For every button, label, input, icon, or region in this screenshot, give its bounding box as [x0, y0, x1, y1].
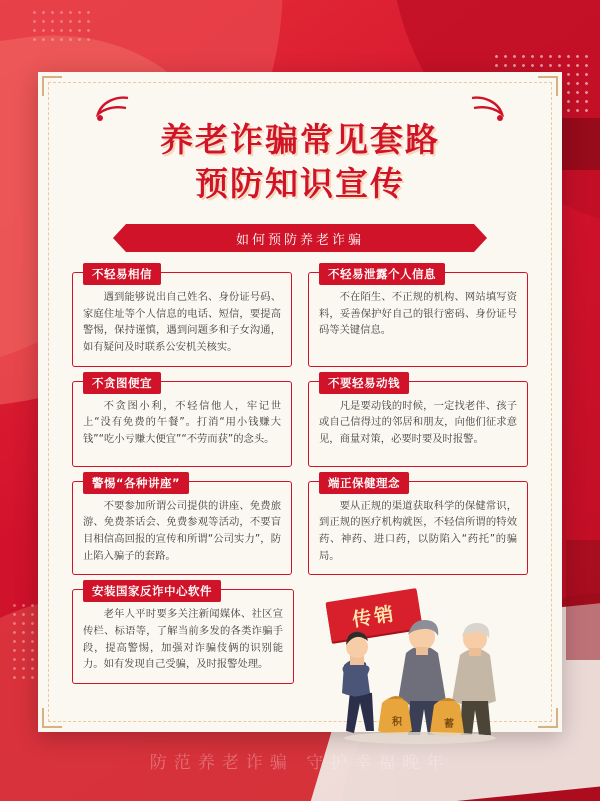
tip-card-text: 遇到能够说出自己姓名、身份证号码、家庭住址等个人信息的电话、短信，要提高警惕，保持谨慎，遇到问题多和子女沟通，如有疑问及时联系公安机关核实。 — [83, 291, 281, 354]
elderly-people-illustration-icon — [310, 595, 526, 745]
corner-ornament-bottom-right — [538, 708, 558, 728]
money-bag-label-right: 蓄 — [444, 719, 454, 731]
tip-card — [72, 375, 292, 467]
tip-card-tag: 不要轻易动钱 — [319, 372, 409, 394]
tip-card — [308, 267, 528, 367]
tip-card-text: 不要参加所谓公司提供的讲座、免费旅游、免费茶话会、免费参观等活动，不要盲目相信高回报的宣传和所谓“公司实力”，防止陷入骗子的套路。 — [83, 499, 281, 562]
poster-title-line-1: 养老诈骗常见套路 — [160, 120, 440, 159]
tip-card-tag: 端正保健理念 — [319, 472, 409, 494]
tip-card — [72, 584, 294, 684]
tips-grid — [72, 267, 528, 739]
tips-row-1 — [72, 267, 528, 367]
money-bag-label-left: 积 — [392, 717, 402, 729]
flourish-right-icon — [470, 94, 504, 124]
corner-ornament-bottom-left — [42, 708, 62, 728]
tip-card-text: 不在陌生、不正规的机构、网站填写资料，妥善保护好自己的银行密码、身份证号码等关键信息。 — [319, 291, 517, 337]
tips-row-2 — [72, 375, 528, 467]
tip-card — [72, 475, 292, 576]
tip-card-text: 要从正规的渠道获取科学的保健常识，到正规的医疗机构就医，不轻信所谓的特效药、神药、进口药，以防陷入“药托”的骗局。 — [319, 499, 517, 562]
poster-title — [38, 118, 562, 205]
footer-watermark: 防范养老诈骗 守护幸福晚年 — [149, 753, 451, 773]
flourish-left-icon — [96, 94, 130, 124]
subtitle-ribbon — [126, 224, 474, 252]
tip-card — [308, 475, 528, 576]
tips-row-4 — [72, 584, 528, 739]
scam-banner-text: 传销 — [350, 602, 398, 632]
tip-card-tag: 安装国家反诈中心软件 — [83, 580, 221, 602]
tip-card — [72, 267, 292, 367]
tip-card-tag: 不轻易泄露个人信息 — [319, 263, 445, 285]
poster-title-line-2: 预防知识宣传 — [195, 163, 405, 203]
corner-ornament-top-right — [538, 76, 558, 96]
tip-card — [308, 375, 528, 467]
background-square-bottom-right — [566, 540, 600, 660]
dot-pattern-top-left — [30, 8, 90, 42]
illustration-group — [310, 589, 528, 739]
tip-card-text: 凡是要动钱的时候，一定找老伴、孩子或自己信得过的邻居和朋友，向他们征求意见，商量对策，必要时要及时报警。 — [319, 399, 517, 446]
tip-card-text: 不贪图小利，不轻信他人，牢记世上“没有免费的午餐”。打消“用小钱赚大钱”“吃小亏赚大便宜”“不劳而获”的念头。 — [83, 399, 281, 446]
subtitle-text: 如何预防养老诈骗 — [235, 232, 364, 248]
corner-ornament-top-left — [42, 76, 62, 96]
tip-card-tag: 警惕“各种讲座” — [83, 472, 189, 494]
tip-card-tag: 不轻易相信 — [83, 263, 161, 285]
tips-row-3 — [72, 475, 528, 576]
tip-card-text: 老年人平时要多关注新闻媒体、社区宣传栏、标语等，了解当前多发的各类诈骗手段，提高警惕，加强对诈骗伎俩的识别能力。如有发现自己受骗，及时报警处理。 — [83, 608, 283, 671]
tip-card-tag: 不贪图便宜 — [83, 372, 161, 394]
poster-card — [38, 72, 562, 732]
